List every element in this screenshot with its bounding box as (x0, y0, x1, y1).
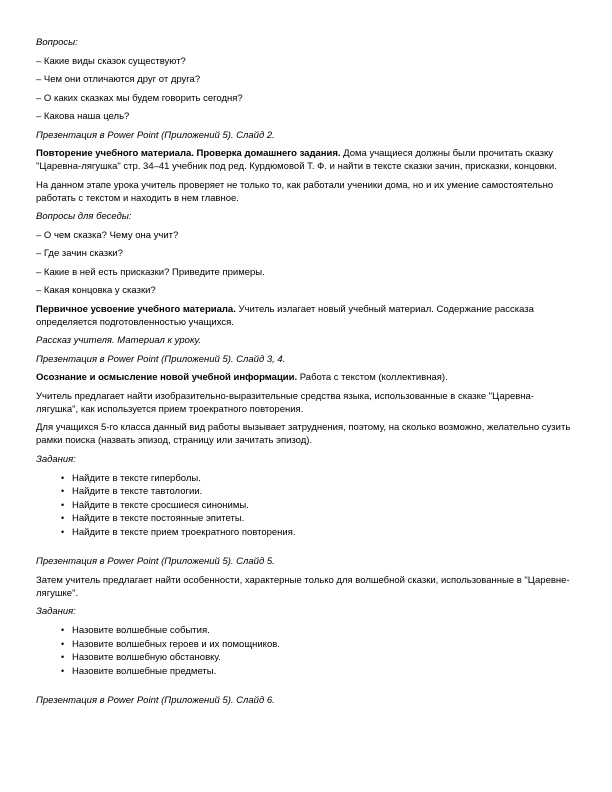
paragraph-text: Учитель излагает новый учебный материал. Содержание рассказа определяется подготовленностью учащихся. (36, 303, 534, 328)
question-item: – Какая концовка у сказки? (36, 285, 156, 296)
presentation-note: Презентация в Power Point (Приложений 5). Слайд 5. (36, 556, 275, 567)
list-item: • Назовите волшебные предметы. (36, 665, 576, 679)
presentation-note: Презентация в Power Point (Приложений 5). Слайд 6. (36, 695, 275, 706)
question-item: – О чем сказка? Чему она учит? (36, 229, 179, 241)
questions-heading: Вопросы: (36, 37, 78, 48)
question-item: – Какие виды сказок существуют? (36, 55, 186, 67)
paragraph-text: Затем учитель предлагает найти особенности, характерные только для волшебной сказки, использованные в "Царевне-лягушке". (36, 574, 570, 599)
paragraph-repetition (36, 147, 576, 173)
paragraph-primary-learning (36, 303, 576, 329)
list-item: • Назовите волшебные события. (36, 624, 576, 638)
discussion-questions-heading: Вопросы для беседы: (36, 211, 132, 222)
section-heading: Осознание и осмысление новой учебной информации. (36, 372, 298, 383)
teacher-story-note: Рассказ учителя. Материал к уроку. (36, 335, 202, 346)
paragraph-text: Дома учащиеся должны были прочитать сказку "Царевна-лягушка" стр. 34–41 учебник под ред. Курдюмовой Т. Ф. и найти в тексте сказки зачин, присказки, концовки. (36, 148, 557, 172)
question-item: – Какие в ней есть присказки? Приведите примеры. (36, 266, 265, 278)
list-item: • Найдите в тексте прием троекратного повторения. (36, 526, 576, 540)
list-item: • Найдите в тексте тавтологии. (36, 485, 576, 499)
tasks-heading: Задания: (36, 606, 76, 617)
section-heading: Повторение учебного материала. Проверка домашнего задания. (36, 148, 341, 159)
presentation-note: Презентация в Power Point (Приложений 5). Слайд 3, 4. (36, 353, 286, 365)
list-item: • Назовите волшебных героев и их помощников. (36, 638, 576, 652)
question-item: – Чем они отличаются друг от друга? (36, 74, 201, 85)
paragraph-comprehension (36, 371, 576, 384)
presentation-note: Презентация в Power Point (Приложений 5). Слайд 2. (36, 129, 275, 141)
paragraph-text: На данном этапе урока учитель проверяет не только то, как работали ученики дома, но и их умение самостоятельно работать с текстом и находить в нем главное. (36, 179, 554, 204)
list-item: • Назовите волшебную обстановку. (36, 651, 576, 665)
document-page (36, 36, 576, 713)
task-list-1 (36, 472, 576, 540)
paragraph-text: Учитель предлагает найти изобразительно-выразительные средства языка, использованные в сказке "Царевна-лягушка", как используется прием троекратного повторения. (36, 390, 534, 415)
section-heading: Первичное усвоение учебного материала. (36, 303, 236, 315)
list-item: • Найдите в тексте постоянные эпитеты. (36, 512, 576, 526)
question-item: – Где зачин сказки? (36, 248, 123, 259)
paragraph-text: Работа с текстом (коллективная). (297, 372, 448, 383)
list-item: • Найдите в тексте гиперболы. (36, 472, 576, 486)
question-item: – Какова наша цель? (36, 111, 130, 122)
paragraph-text: Для учащихся 5-го класса данный вид работы вызывает затруднения, поэтому, на сколько возможно, желательно сузить рамки поиска (назвать эпизод, страницу или зачитать эпизод). (36, 422, 571, 446)
list-item: • Найдите в тексте сросшиеся синонимы. (36, 499, 576, 513)
tasks-heading: Задания: (36, 453, 76, 465)
question-item: – О каких сказках мы будем говорить сегодня? (36, 92, 243, 104)
task-list-2 (36, 624, 576, 678)
